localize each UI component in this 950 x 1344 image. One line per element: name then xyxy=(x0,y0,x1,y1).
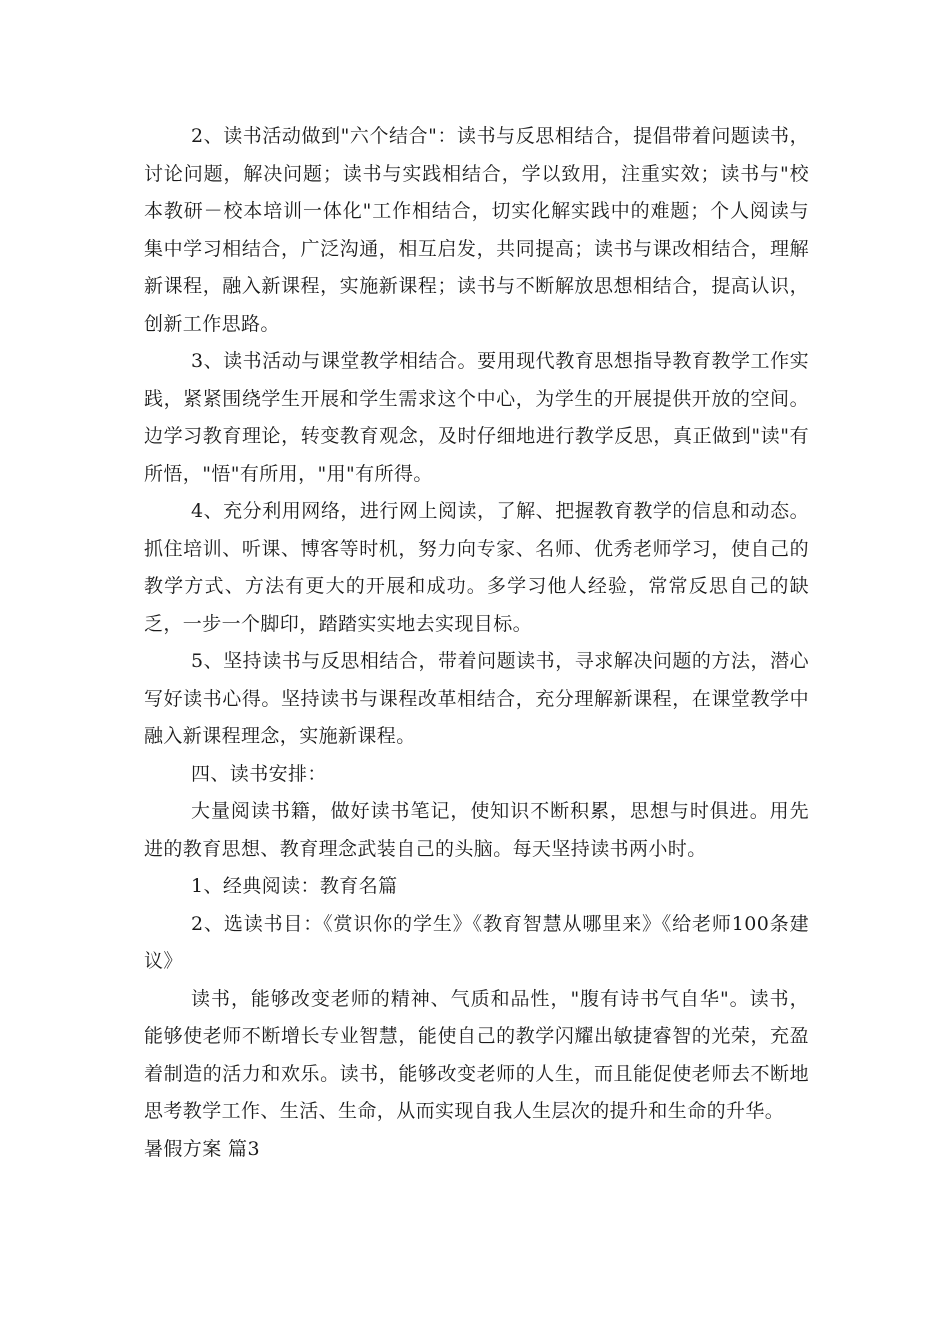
list-item-selected-books: 2、选读书目：《赏识你的学生》《教育智慧从哪里来》《给老师100条建议》 xyxy=(144,912,809,972)
document-body xyxy=(144,118,809,1168)
paragraph-classroom-teaching: 3、读书活动与课堂教学相结合。要用现代教育思想指导教育教学工作实践，紧紧围绕学生开展和学生需求这个中心，为学生的开展提供开放的空间。边学习教育理论，转变教育观念，及时仔细地进行教学反思，真正做到"读"有所悟，"悟"有所用，"用"有所得。 xyxy=(144,350,809,485)
list-item-classic-reading: 1、经典阅读：教育名篇 xyxy=(191,875,398,897)
section-title: 暑假方案 篇3 xyxy=(144,1137,260,1160)
paragraph-six-combinations: 2、读书活动做到"六个结合"：读书与反思相结合，提倡带着问题读书，讨论问题，解决问题；读书与实践相结合，学以致用，注重实效；读书与"校本教研－校本培训一体化"工作相结合，切实化解实践中的难题；个人阅读与集中学习相结合，广泛沟通，相互启发，共同提高；读书与课改相结合，理解新课程，融入新课程，实施新课程；读书与不断解放思想相结合，提高认识，创新工作思路。 xyxy=(144,125,809,335)
paragraph-reading-benefits: 读书，能够改变老师的精神、气质和品性，"腹有诗书气自华"。读书，能够使老师不断增长专业智慧，能使自己的教学闪耀出敏捷睿智的光荣，充盈着制造的活力和欢乐。读书，能够改变老师的人生，而且能促使老师去不断地思考教学工作、生活、生命，从而实现自我人生层次的提升和生命的升华。 xyxy=(144,987,809,1122)
paragraph-reading-books: 大量阅读书籍，做好读书笔记，使知识不断积累，思想与时俱进。用先进的教育思想、教育理念武装自己的头脑。每天坚持读书两小时。 xyxy=(144,800,809,860)
paragraph-online-reading: 4、充分利用网络，进行网上阅读，了解、把握教育教学的信息和动态。抓住培训、听课、博客等时机，努力向专家、名师、优秀老师学习，使自己的教学方式、方法有更大的开展和成功。多学习他人经验，常常反思自己的缺乏，一步一个脚印，踏踏实实地去实现目标。 xyxy=(144,500,809,635)
section-heading-reading-plan: 四、读书安排： xyxy=(191,762,327,785)
paragraph-reading-reflection: 5、坚持读书与反思相结合，带着问题读书，寻求解决问题的方法，潜心写好读书心得。坚持读书与课程改革相结合，充分理解新课程，在课堂教学中融入新课程理念，实施新课程。 xyxy=(144,650,809,747)
